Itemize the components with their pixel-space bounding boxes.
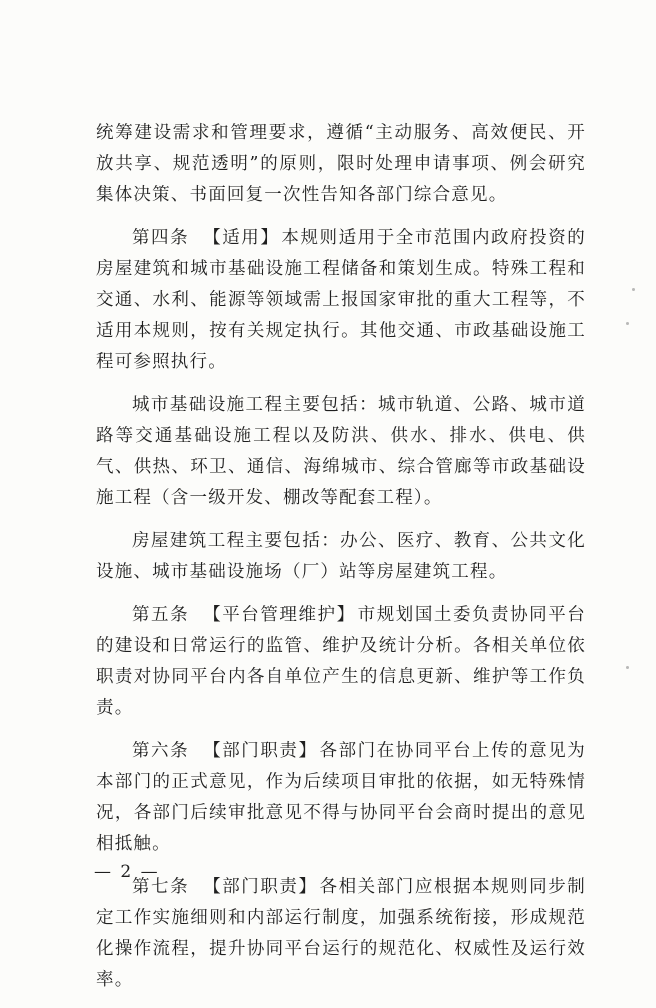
paragraph-text: 统筹建设需求和管理要求，遵循“主动服务、高效便民、开放共享、规范透明”的原则，限时处理申请事项、例会研究集体决策、书面回复一次性告知各部门综合意见。 [96, 123, 586, 205]
article-6 [96, 736, 586, 860]
article-tag: 【平台管理维护】 [203, 605, 356, 625]
scan-speck [626, 666, 629, 669]
scan-speck [632, 288, 635, 291]
paragraph-infrastructure [96, 390, 586, 514]
article-5 [96, 600, 586, 724]
paragraph-intro [96, 118, 586, 211]
article-4 [96, 223, 586, 378]
paragraph-text: 城市基础设施工程主要包括：城市轨道、公路、城市道路等交通基础设施工程以及防洪、供水、排水、供电、供气、供热、环卫、通信、海绵城市、综合管廊等市政基础设施工程（含一级开发、棚改等配套工程）。 [96, 395, 586, 508]
article-tag: 【部门职责】 [203, 877, 318, 897]
scan-speck [626, 322, 629, 325]
article-tag: 【适用】 [203, 228, 280, 248]
article-number: 第六条 [132, 741, 190, 761]
document-body [96, 118, 586, 1008]
paragraph-text: 房屋建筑工程主要包括：办公、医疗、教育、公共文化设施、城市基础设施场（厂）站等房屋建筑工程。 [96, 531, 586, 582]
paragraph-text: 各部门在协同平台上传的意见为本部门的正式意见，作为后续项目审批的依据，如无特殊情况，各部门后续审批意见不得与协同平台会商时提出的意见相抵触。 [96, 741, 586, 854]
article-7 [96, 872, 586, 996]
article-number: 第五条 [132, 605, 190, 625]
article-tag: 【部门职责】 [203, 741, 318, 761]
article-number: 第四条 [132, 228, 190, 248]
page-number: — 2 — [94, 862, 160, 882]
article-number: 第七条 [132, 877, 190, 897]
paragraph-buildings [96, 526, 586, 588]
paragraph-text: 本规则适用于全市范围内政府投资的房屋建筑和城市基础设施工程储备和策划生成。特殊工程和交通、水利、能源等领域需上报国家审批的重大工程等，不适用本规则，按有关规定执行。其他交通、市政基础设施工程可参照执行。 [96, 228, 586, 372]
paragraph-text: 市规划国土委负责协同平台的建设和日常运行的监管、维护及统计分析。各相关单位依职责对协同平台内各自单位产生的信息更新、维护等工作负责。 [96, 605, 586, 718]
paragraph-text: 各相关部门应根据本规则同步制定工作实施细则和内部运行制度，加强系统衔接，形成规范化操作流程，提升协同平台运行的规范化、权威性及运行效率。 [96, 877, 586, 990]
